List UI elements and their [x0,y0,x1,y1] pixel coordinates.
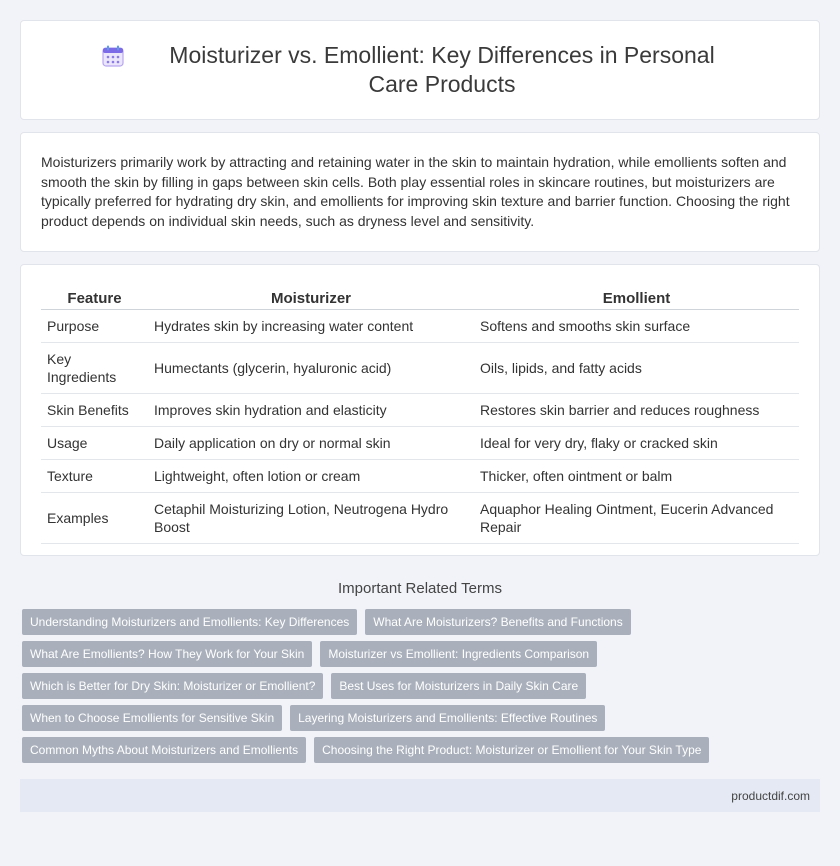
comparison-card [20,264,820,556]
related-term-link[interactable]: Best Uses for Moisturizers in Daily Skin Care [331,673,586,699]
footer-site-name: productdif.com [731,788,810,803]
header-card [20,20,820,120]
related-terms-list [22,609,818,769]
table-row [41,343,799,394]
table-row [41,460,799,493]
related-term-link[interactable]: Layering Moisturizers and Emollients: Effective Routines [290,705,605,731]
calendar-icon [100,43,126,69]
emollient-cell: Ideal for very dry, flaky or cracked skin [474,427,799,460]
table-row [41,427,799,460]
emollient-cell: Restores skin barrier and reduces roughness [474,394,799,427]
related-terms-heading: Important Related Terms [338,580,502,597]
related-term-link[interactable]: Understanding Moisturizers and Emollients: Key Differences [22,609,357,635]
moisturizer-cell: Daily application on dry or normal skin [148,427,474,460]
moisturizer-cell: Improves skin hydration and elasticity [148,394,474,427]
table-row [41,394,799,427]
emollient-cell: Oils, lipids, and fatty acids [474,343,799,394]
column-header-feature: Feature [41,287,148,310]
moisturizer-cell: Cetaphil Moisturizing Lotion, Neutrogena Hydro Boost [148,493,474,544]
column-header-moisturizer: Moisturizer [148,287,474,310]
intro-paragraph: Moisturizers primarily work by attracting and retaining water in the skin to maintain hydration, while emollients soften and smooth the skin by filling in gaps between skin cells. Both play essential roles in skincare routines, but moisturizers are typically preferred for hydrating dry skin, and emollients for improving skin texture and barrier function. Choosing the right product depends on individual skin needs, such as dryness level and sensitivity. [41,154,790,229]
related-term-link[interactable]: What Are Moisturizers? Benefits and Functions [365,609,630,635]
page-title: Moisturizer vs. Emollient: Key Differences in Personal Care Products [169,42,715,97]
table-row [41,493,799,544]
related-term-link[interactable]: What Are Emollients? How They Work for Your Skin [22,641,312,667]
moisturizer-cell: Hydrates skin by increasing water content [148,310,474,343]
feature-cell: Examples [41,493,148,544]
feature-cell: Texture [41,460,148,493]
table-row [41,310,799,343]
related-term-link[interactable]: When to Choose Emollients for Sensitive Skin [22,705,282,731]
feature-cell: Purpose [41,310,148,343]
intro-card [20,132,820,252]
moisturizer-cell: Humectants (glycerin, hyaluronic acid) [148,343,474,394]
feature-cell: Key Ingredients [41,343,148,394]
feature-cell: Skin Benefits [41,394,148,427]
footer [20,779,820,812]
feature-cell: Usage [41,427,148,460]
emollient-cell: Aquaphor Healing Ointment, Eucerin Advanced Repair [474,493,799,544]
related-term-link[interactable]: Choosing the Right Product: Moisturizer or Emollient for Your Skin Type [314,737,709,763]
emollient-cell: Thicker, often ointment or balm [474,460,799,493]
related-term-link[interactable]: Moisturizer vs Emollient: Ingredients Comparison [320,641,597,667]
emollient-cell: Softens and smooths skin surface [474,310,799,343]
moisturizer-cell: Lightweight, often lotion or cream [148,460,474,493]
column-header-emollient: Emollient [474,287,799,310]
table-header-row [41,287,799,310]
comparison-table [41,287,799,544]
related-term-link[interactable]: Common Myths About Moisturizers and Emollients [22,737,306,763]
title-wrap [100,41,740,99]
related-term-link[interactable]: Which is Better for Dry Skin: Moisturizer or Emollient? [22,673,323,699]
